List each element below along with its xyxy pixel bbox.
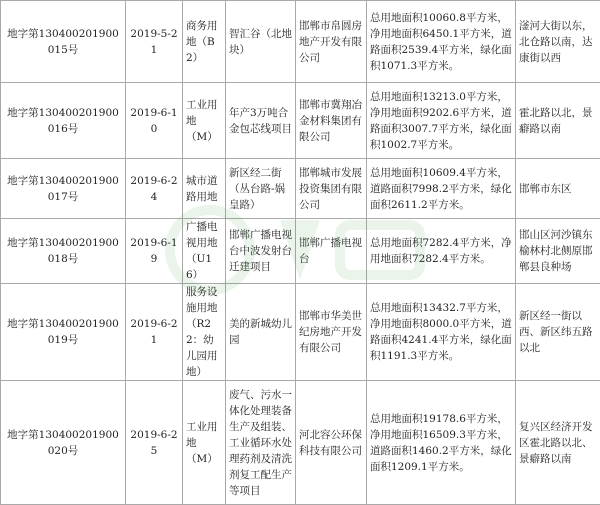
project-name: 废气、污水一体化处理装备生产及组装、工业循环水处理药剂及清洗剂复工配生产等项目 <box>226 381 296 505</box>
issue-date: 2019-6-21 <box>126 284 183 381</box>
company-name: 邯郸市帛圆房地产开发有限公司 <box>296 1 367 83</box>
land-use: 广播电视用地（U16） <box>183 219 226 284</box>
area-details: 总用地面积19178.6平方米，净用地面积16509.3平方米，道路面积1460.2平方米，绿化面积1209.1平方米。 <box>367 381 516 505</box>
location: 邯山区河沙镇东榆林村北侧原邯郸县良种场 <box>516 219 600 284</box>
location: 霍北路以北，景癖路以南 <box>516 83 600 159</box>
location: 复兴区经济开发区霍北路以北、景癖路以南 <box>516 381 600 505</box>
issue-date: 2019-6-19 <box>126 219 183 284</box>
project-name: 年产3万吨合金包芯线项目 <box>226 83 296 159</box>
project-name: 新区经二街（丛台路-娲皇路） <box>226 159 296 219</box>
location: 滏河大街以东，北仓路以南，达康街以西 <box>516 1 600 83</box>
land-use: 服务设施用地（R22：幼儿园用地） <box>183 284 226 381</box>
area-details: 总用地面积10060.8平方米，净用地面积6450.1平方米，道路面积2539.4平方米，绿化面积1071.3平方米。 <box>367 1 516 83</box>
issue-date: 2019-6-25 <box>126 381 183 505</box>
land-use: 工业用地（M） <box>183 381 226 505</box>
company-name: 邯郸市华美世纪房地产开发有限公司 <box>296 284 367 381</box>
company-name: 河北容公环保科技有限公司 <box>296 381 367 505</box>
project-name: 邯郸广播电视台中波发射台迁建项目 <box>226 219 296 284</box>
area-details: 总用地面积7282.4平方米，净用地面积7282.4平方米。 <box>367 219 516 284</box>
permit-number: 地字第130400201900015号 <box>1 1 126 83</box>
location: 新区经一街以西、新区纬五路以北 <box>516 284 600 381</box>
company-name: 邯郸城市发展投资集团有限公司 <box>296 159 367 219</box>
table-row <box>1 284 600 381</box>
project-name: 美的新城幼儿园 <box>226 284 296 381</box>
land-use: 城市道路用地 <box>183 159 226 219</box>
company-name: 邯郸市冀翔冶金材料集团有限公司 <box>296 83 367 159</box>
issue-date: 2019-5-21 <box>126 1 183 83</box>
company-name: 邯郸广播电视台 <box>296 219 367 284</box>
issue-date: 2019-6-10 <box>126 83 183 159</box>
permit-number: 地字第130400201900017号 <box>1 159 126 219</box>
table-row <box>1 381 600 505</box>
area-details: 总用地面积10609.4平方米，道路面积7998.2平方米，绿化面积2611.2平方米。 <box>367 159 516 219</box>
table-row <box>1 1 600 83</box>
land-use: 商务用地（B2） <box>183 1 226 83</box>
table-row <box>1 219 600 284</box>
project-name: 智汇谷（北地块） <box>226 1 296 83</box>
permit-number: 地字第130400201900020号 <box>1 381 126 505</box>
area-details: 总用地面积13432.7平方米，净用地面积8000.0平方米，道路面积4241.4平方米，绿化面积1191.3平方米。 <box>367 284 516 381</box>
location: 邯郸市东区 <box>516 159 600 219</box>
table-row <box>1 159 600 219</box>
permit-number: 地字第130400201900019号 <box>1 284 126 381</box>
table-row <box>1 83 600 159</box>
area-details: 总用地面积13213.0平方米，净用地面积9202.6平方米，道路面积3007.7平方米，绿化面积1002.7平方米。 <box>367 83 516 159</box>
permit-number: 地字第130400201900018号 <box>1 219 126 284</box>
issue-date: 2019-6-24 <box>126 159 183 219</box>
permit-number: 地字第130400201900016号 <box>1 83 126 159</box>
land-use: 工业用地（M） <box>183 83 226 159</box>
